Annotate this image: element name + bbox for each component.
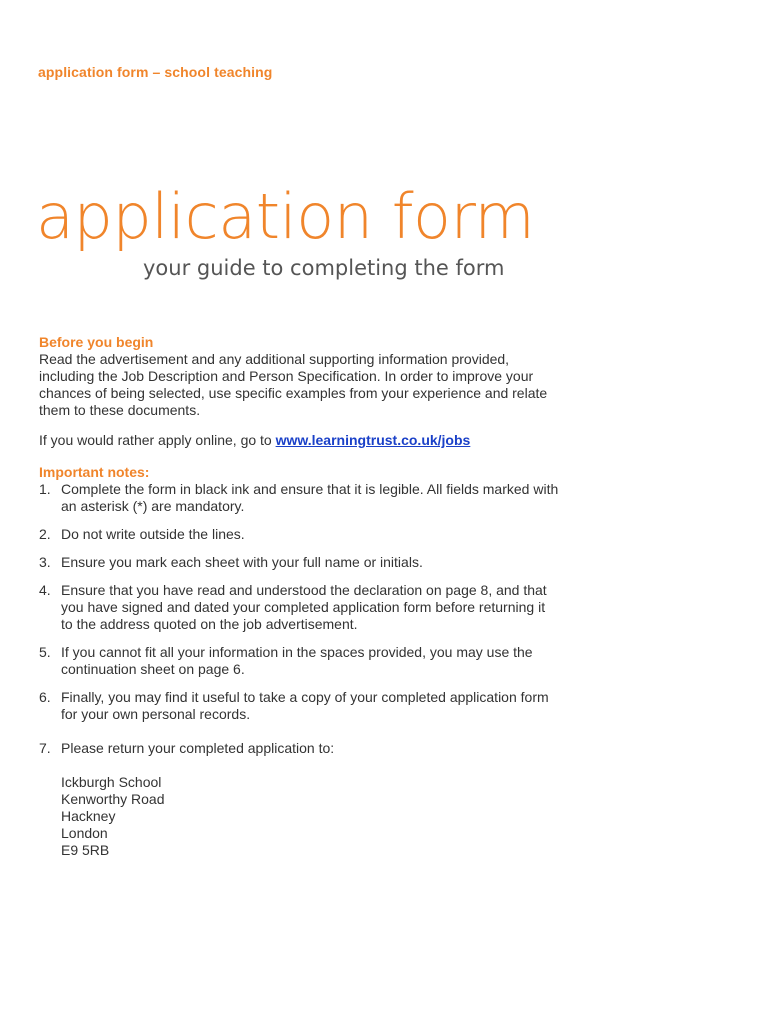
document-header-label: application form – school teaching [38,64,273,80]
note-item [39,481,559,515]
note-number: 5. [39,644,51,660]
apply-online-line [39,432,559,449]
note-item [39,554,559,571]
note-text: Ensure that you have read and understood the declaration on page 8, and that you have signed and dated your completed application form before returning it to the address quoted on the job advertisement. [61,582,547,632]
important-notes-list [39,481,559,757]
note-number: 6. [39,689,51,705]
note-item [39,526,559,543]
document-title: application form [36,180,535,253]
note-item [39,689,559,723]
note-text: Finally, you may find it useful to take a copy of your completed application form for your own personal records. [61,689,549,722]
note-number: 1. [39,481,51,497]
document-subtitle: your guide to completing the form [143,256,505,280]
address-line: Hackney [61,808,116,824]
note-number: 3. [39,554,51,570]
return-address [61,774,559,859]
note-item [39,740,559,757]
important-notes-heading: Important notes: [39,464,150,480]
before-you-begin-body: Read the advertisement and any additional supporting information provided, including the Job Description and Person Specification. In order to improve your chances of being selected, use specific examples from your experience and relate them to these documents. [39,351,548,418]
apply-online-link[interactable]: www.learningtrust.co.uk/jobs [275,432,471,448]
address-line: E9 5RB [61,842,110,858]
note-item [39,644,559,678]
note-text: If you cannot fit all your information in the spaces provided, you may use the continuation sheet on page 6. [61,644,533,677]
note-number: 7. [39,740,51,756]
apply-online-prefix: If you would rather apply online, go to [39,432,276,448]
note-item [39,582,559,633]
note-text: Complete the form in black ink and ensure that it is legible. All fields marked with an asterisk (*) are mandatory. [61,481,559,514]
note-text: Please return your completed application to: [61,740,335,756]
before-you-begin-heading: Before you begin [39,334,154,350]
note-number: 4. [39,582,51,598]
main-content [39,334,559,859]
address-line: Ickburgh School [61,774,162,790]
note-text: Do not write outside the lines. [61,526,245,542]
address-line: Kenworthy Road [61,791,165,807]
address-line: London [61,825,108,841]
note-text: Ensure you mark each sheet with your full name or initials. [61,554,423,570]
note-number: 2. [39,526,51,542]
